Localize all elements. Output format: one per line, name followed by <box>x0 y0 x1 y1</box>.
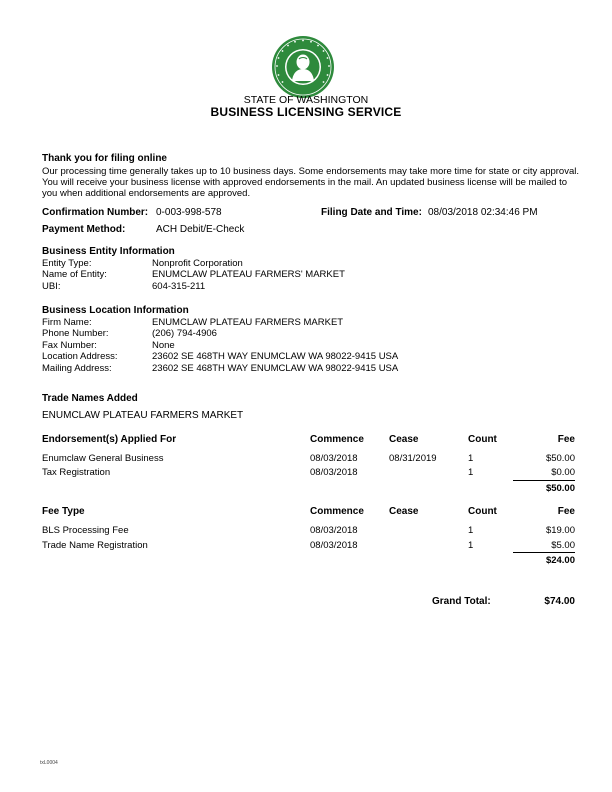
location-value: 23602 SE 468TH WAY ENUMCLAW WA 98022-9415 USA <box>152 351 399 362</box>
filing-date: 08/03/2018 02:34:46 PM <box>428 207 538 218</box>
fee-subtotal: $24.00 <box>545 555 575 566</box>
endorsement-subtotal-rule <box>513 480 575 481</box>
trade-names-heading: Trade Names Added <box>42 393 138 404</box>
entity-heading: Business Entity Information <box>42 246 175 257</box>
confirmation-number-label: Confirmation Number: <box>42 207 149 218</box>
entity-value: 604-315-211 <box>152 281 206 292</box>
intro-paragraph: Our processing time generally takes up to 10 business days. Some endorsements may take more time for state or city approval. You will receive your business license with approved endorsements in the mail. An updated business license will be mailed to you when additional endorsements are approved. <box>42 166 580 199</box>
location-value: ENUMCLAW PLATEAU FARMERS MARKET <box>152 317 344 328</box>
fee-count: 1 <box>468 525 474 536</box>
location-value: 23602 SE 468TH WAY ENUMCLAW WA 98022-9415 USA <box>152 363 399 374</box>
endorsement-fee: $0.00 <box>551 467 575 478</box>
count-col-header: Count <box>468 506 497 517</box>
entity-label: UBI: <box>42 281 61 292</box>
cease-col-header: Cease <box>389 434 419 445</box>
endorsement-commence: 08/03/2018 <box>310 453 358 464</box>
endorsement-count: 1 <box>468 467 474 478</box>
location-label: Mailing Address: <box>42 363 112 374</box>
payment-method: ACH Debit/E-Check <box>156 224 245 235</box>
fee-amount: $5.00 <box>551 540 575 551</box>
location-label: Firm Name: <box>42 317 92 328</box>
commence-col-header: Commence <box>310 506 364 517</box>
entity-label: Entity Type: <box>42 258 92 269</box>
commence-col-header: Commence <box>310 434 364 445</box>
entity-label: Name of Entity: <box>42 269 107 280</box>
fee-count: 1 <box>468 540 474 551</box>
endorsement-subtotal: $50.00 <box>545 483 575 494</box>
endorsement-name: Enumclaw General Business <box>42 453 164 464</box>
filing-date-label: Filing Date and Time: <box>321 207 422 218</box>
state-seal-icon <box>271 35 335 99</box>
endorsement-col-header: Endorsement(s) Applied For <box>42 434 177 445</box>
fee-type-col-header: Fee Type <box>42 506 85 517</box>
fee-name: BLS Processing Fee <box>42 525 129 536</box>
location-value: (206) 794-4906 <box>152 328 217 339</box>
grand-total-label: Grand Total: <box>432 596 491 607</box>
grand-total-value: $74.00 <box>544 596 575 607</box>
thank-you-heading: Thank you for filing online <box>42 153 167 164</box>
form-code: txL0004 <box>40 760 58 766</box>
entity-value: Nonprofit Corporation <box>152 258 243 269</box>
confirmation-number: 0-003-998-578 <box>156 207 222 218</box>
entity-value: ENUMCLAW PLATEAU FARMERS' MARKET <box>152 269 345 280</box>
fee-col-header: Fee <box>557 506 575 517</box>
service-title: BUSINESS LICENSING SERVICE <box>210 105 402 119</box>
endorsement-cease: 08/31/2019 <box>389 453 437 464</box>
fee-commence: 08/03/2018 <box>310 540 358 551</box>
location-heading: Business Location Information <box>42 305 189 316</box>
fee-subtotal-rule <box>513 552 575 553</box>
fee-commence: 08/03/2018 <box>310 525 358 536</box>
endorsement-count: 1 <box>468 453 474 464</box>
state-title: STATE OF WASHINGTON <box>243 94 369 106</box>
payment-method-label: Payment Method: <box>42 224 126 235</box>
cease-col-header: Cease <box>389 506 419 517</box>
fee-amount: $19.00 <box>545 525 575 536</box>
fee-col-header: Fee <box>557 434 575 445</box>
endorsement-name: Tax Registration <box>42 467 111 478</box>
location-label: Location Address: <box>42 351 118 362</box>
endorsement-commence: 08/03/2018 <box>310 467 358 478</box>
endorsement-fee: $50.00 <box>545 453 575 464</box>
location-label: Phone Number: <box>42 328 109 339</box>
count-col-header: Count <box>468 434 497 445</box>
trade-name: ENUMCLAW PLATEAU FARMERS MARKET <box>42 410 244 421</box>
location-value: None <box>152 340 175 351</box>
location-label: Fax Number: <box>42 340 97 351</box>
fee-name: Trade Name Registration <box>42 540 148 551</box>
